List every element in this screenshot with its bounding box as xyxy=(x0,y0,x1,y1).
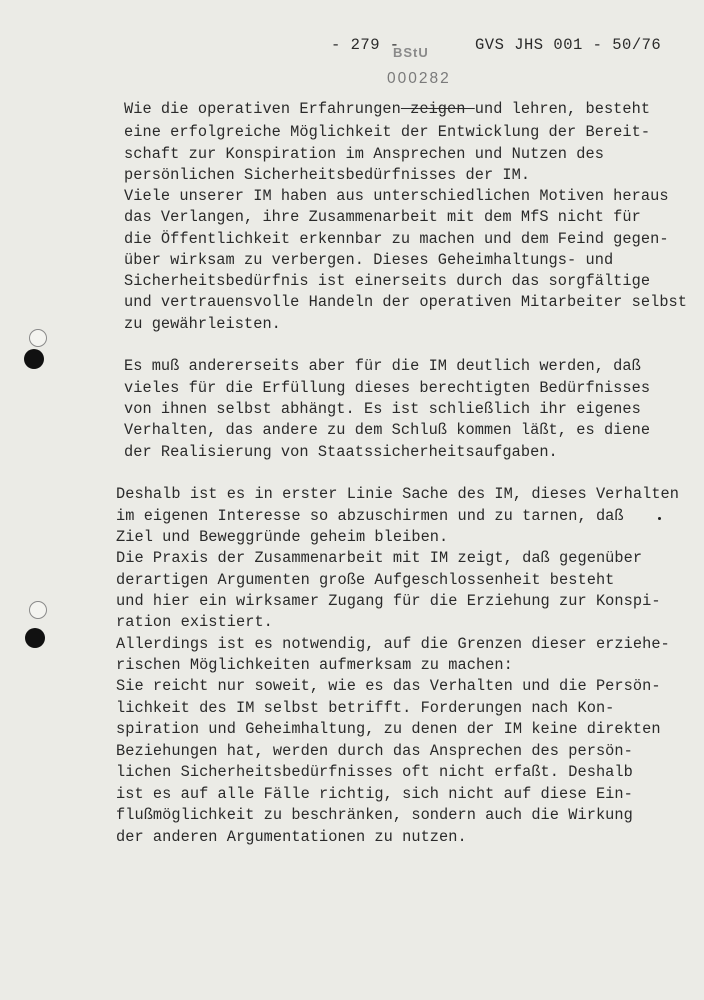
text-line: eine erfolgreiche Möglichkeit der Entwicklung der Bereit- xyxy=(124,123,651,141)
archive-stamp-label: BStU xyxy=(393,45,429,60)
text-line: und vertrauensvolle Handeln der operativen Mitarbeiter selbst xyxy=(124,293,688,311)
text-line: Ziel und Beweggründe geheim bleiben. xyxy=(116,528,449,546)
text-line: persönlichen Sicherheitsbedürfnisses der IM. xyxy=(124,166,531,184)
document-reference: GVS JHS 001 - 50/76 xyxy=(475,36,662,54)
text-line: Allerdings ist es notwendig, auf die Grenzen dieser erziehe- xyxy=(116,635,670,653)
text-line: Viele unserer IM haben aus unterschiedlichen Motiven heraus xyxy=(124,187,669,205)
text-line: flußmöglichkeit zu beschränken, sondern auch die Wirkung xyxy=(116,806,633,824)
text-line: spiration und Geheimhaltung, zu denen der IM keine direkten xyxy=(116,720,661,738)
ink-mark xyxy=(658,517,661,520)
text-line: ration existiert. xyxy=(116,613,273,631)
text-line: das Verlangen, ihre Zusammenarbeit mit dem MfS nicht für xyxy=(124,208,641,226)
text-line: Sicherheitsbedürfnis ist einerseits durch das sorgfältige xyxy=(124,272,651,290)
punch-hole-icon xyxy=(29,601,47,619)
text-line: von ihnen selbst abhängt. Es ist schließlich ihr eigenes xyxy=(124,400,641,418)
text-line: ist es auf alle Fälle richtig, sich nicht auf diese Ein- xyxy=(116,785,633,803)
text-line: derartigen Argumenten große Aufgeschlossenheit besteht xyxy=(116,571,615,589)
archive-stamp-number: 000282 xyxy=(387,70,451,87)
text-line: zu gewährleisten. xyxy=(124,315,281,333)
text-line: Es muß andererseits aber für die IM deutlich werden, daß xyxy=(124,357,641,375)
text-line: der Realisierung von Staatssicherheitsaufgaben. xyxy=(124,443,558,461)
text-line: und hier ein wirksamer Zugang für die Erziehung zur Konspi- xyxy=(116,592,661,610)
text-line: Sie reicht nur soweit, wie es das Verhalten und die Persön- xyxy=(116,677,661,695)
text-line: Wie die operativen Erfahrungen zeigen und lehren, besteht xyxy=(124,100,651,118)
text-line: Deshalb ist es in erster Linie Sache des IM, dieses Verhalten xyxy=(116,485,680,503)
text-line: der anderen Argumentationen zu nutzen. xyxy=(116,828,467,846)
text-line: Die Praxis der Zusammenarbeit mit IM zeigt, daß gegenüber xyxy=(116,549,643,567)
text-line: Beziehungen hat, werden durch das Ansprechen des persön- xyxy=(116,742,633,760)
text-line: schaft zur Konspiration im Ansprechen und Nutzen des xyxy=(124,145,604,163)
text-line: die Öffentlichkeit erkennbar zu machen und dem Feind gegen- xyxy=(124,230,669,248)
text-line: rischen Möglichkeiten aufmerksam zu machen: xyxy=(116,656,513,674)
text-line: im eigenen Interesse so abzuschirmen und zu tarnen, daß xyxy=(116,507,624,525)
punch-hole-icon xyxy=(29,329,47,347)
text-line: lichkeit des IM selbst betrifft. Forderungen nach Kon- xyxy=(116,699,615,717)
punch-hole-icon xyxy=(25,628,45,648)
text-line: Verhalten, das andere zu dem Schluß kommen läßt, es diene xyxy=(124,421,651,439)
punch-hole-icon xyxy=(24,349,44,369)
text-line: über wirksam zu verbergen. Dieses Geheimhaltungs- und xyxy=(124,251,614,269)
text-line: lichen Sicherheitsbedürfnisses oft nicht erfaßt. Deshalb xyxy=(116,763,633,781)
struck-word: zeigen xyxy=(400,100,475,118)
page-number: - 279 - xyxy=(331,36,400,54)
text-line: vieles für die Erfüllung dieses berechtigten Bedürfnisses xyxy=(124,379,651,397)
